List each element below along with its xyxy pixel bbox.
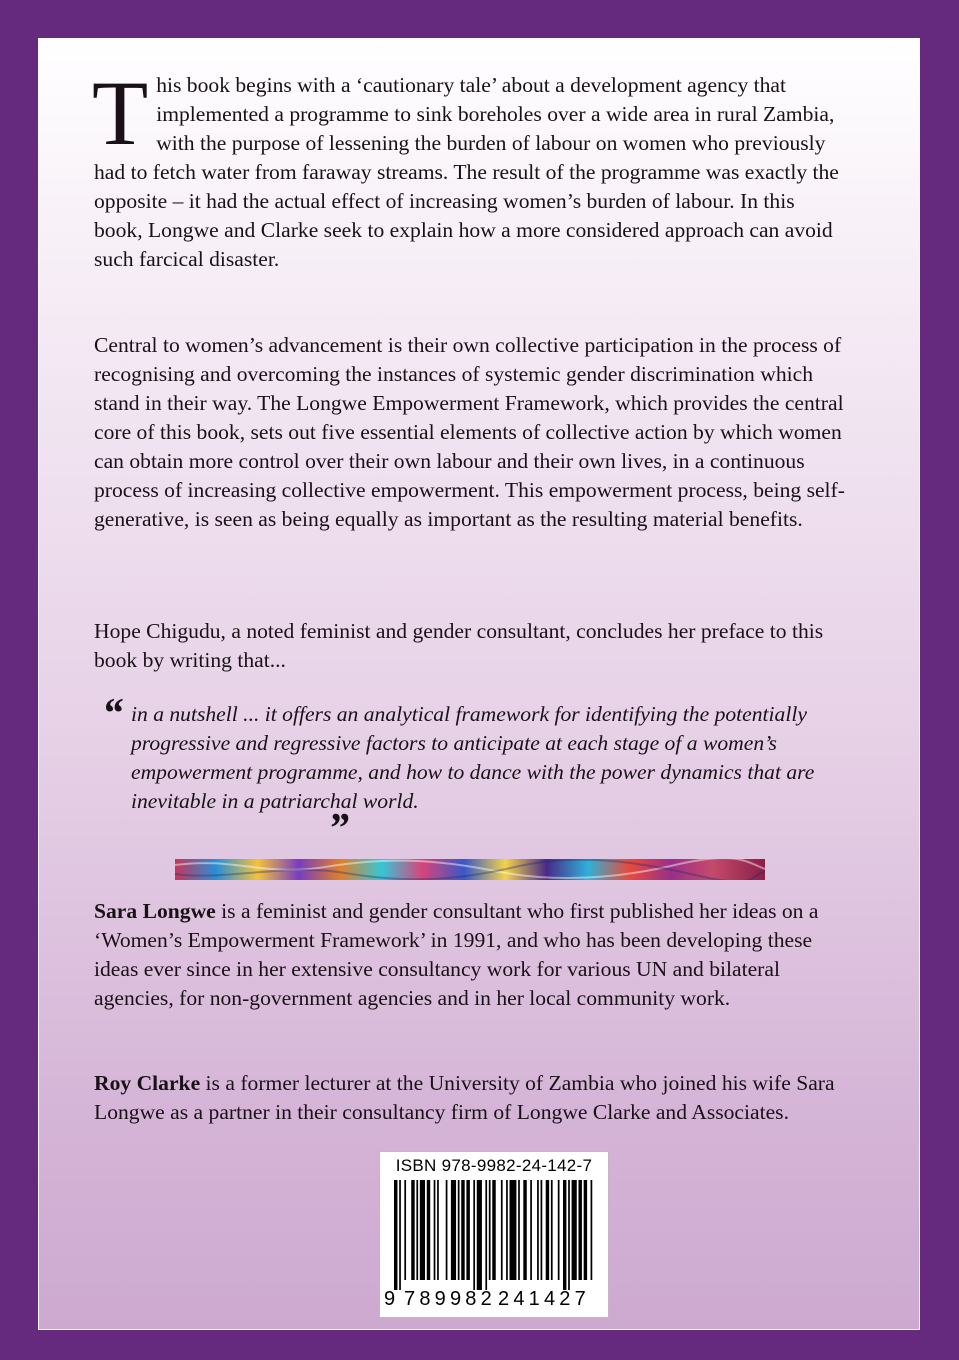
barcode-bar xyxy=(434,1180,436,1280)
framework-paragraph: Central to women’s advancement is their own collective participation in the process of recognising and overcoming the instances of systemic gender discrimination which stand in their way. The Longwe Empowerment Framework, which provides the central core of this book, sets out five essential elements of collective action by which women can obtain more control over their own labour and their own lives, in a continuous process of increasing collective empowerment. This empowerment process, being self-generative, is seen as being equally as important as the resulting material benefits. xyxy=(94,333,845,531)
barcode-bar xyxy=(411,1180,414,1280)
barcode-bar xyxy=(563,1180,566,1290)
barcode-bar xyxy=(510,1180,517,1280)
barcode-bar xyxy=(485,1180,487,1290)
author-bio-sara xyxy=(94,897,854,1013)
barcode-bar xyxy=(399,1180,401,1290)
intro-text: his book begins with a ‘cautionary tale’ about a development agency that implemented a programme to sink boreholes over a wide area in rural Zambia, with the purpose of lessening the burden of labour on women who previously had to fetch water from faraway streams. The result of the programme was exactly the opposite – it had the actual effect of increasing women’s burden of labour. In this book, Longwe and Clarke seek to explain how a more considered approach can avoid such farcical disaster. xyxy=(94,73,839,271)
barcode-bar xyxy=(461,1180,464,1280)
barcode-bar xyxy=(530,1180,532,1280)
author-bio-sara-text: is a feminist and gender consultant who first published her ideas on a ‘Women’s Empowerment Framework’ in 1991, and who has been developing these ideas ever since in her extensive consultancy work for various UN and bilateral agencies, for non-government agencies and in her local community work. xyxy=(94,899,819,1010)
isbn-barcode xyxy=(379,1151,609,1318)
barcode-digits-left: 789982 xyxy=(404,1288,496,1310)
barcode-bar xyxy=(451,1180,456,1280)
barcode-bar xyxy=(477,1180,482,1290)
barcode-bar xyxy=(506,1180,508,1280)
barcode-bar xyxy=(541,1180,543,1280)
barcode-bar xyxy=(466,1180,469,1280)
barcode-bar xyxy=(446,1180,448,1280)
barcode-bar xyxy=(591,1180,593,1280)
isbn-label: ISBN 978-9982-24-142-7 xyxy=(395,1156,593,1175)
barcode-bar xyxy=(458,1180,460,1280)
author-name-roy: Roy Clarke xyxy=(94,1071,201,1095)
barcode-bar xyxy=(518,1180,520,1280)
barcode-bar xyxy=(578,1180,581,1280)
barcode-bar xyxy=(572,1180,577,1280)
author-bio-roy-text: is a former lecturer at the University of Zambia who joined his wife Sara Longwe as a partner in their consultancy firm of Longwe Clarke and Associates. xyxy=(94,1071,835,1124)
barcode-bar xyxy=(404,1180,406,1280)
barcode-bar xyxy=(501,1180,503,1280)
quote-close-mark: ” xyxy=(328,806,349,852)
barcode-bar xyxy=(437,1180,439,1280)
barcode-digit-first: 9 xyxy=(384,1288,396,1310)
barcode-bar xyxy=(537,1180,539,1280)
author-bio-roy xyxy=(94,1069,854,1127)
preface-paragraph: Hope Chigudu, a noted feminist and gender consultant, concludes her preface to this book by writing that... xyxy=(94,619,824,672)
barcode-bar xyxy=(473,1180,475,1290)
author-name-sara: Sara Longwe xyxy=(94,899,216,923)
preface-quote: in a nutshell ... it offers an analytical framework for identifying the potentially progressive and regressive factors to anticipate at each stage of a women’s empowerment programme, and how to dance with the power dynamics that are inevitable in a patriarchal world. xyxy=(131,702,815,813)
barcode-bar xyxy=(492,1180,495,1280)
barcode-bar xyxy=(523,1180,526,1280)
barcode-bar xyxy=(394,1180,397,1290)
barcode-bar xyxy=(427,1180,430,1280)
decorative-swirl-strip xyxy=(175,859,765,880)
barcode-bar xyxy=(551,1180,553,1280)
barcode-bars xyxy=(394,1180,594,1290)
barcode-digits-right: 241427 xyxy=(498,1288,590,1310)
barcode-bar xyxy=(584,1180,587,1280)
quote-open-mark: “ xyxy=(102,691,123,737)
barcode-bar xyxy=(546,1180,549,1280)
barcode-bar xyxy=(568,1180,570,1290)
barcode-bar xyxy=(558,1180,560,1280)
intro-paragraph xyxy=(92,62,840,274)
barcode-bar xyxy=(489,1180,491,1280)
barcode-bar xyxy=(416,1180,418,1280)
barcode-bar xyxy=(420,1180,425,1280)
drop-cap: T xyxy=(92,62,149,164)
